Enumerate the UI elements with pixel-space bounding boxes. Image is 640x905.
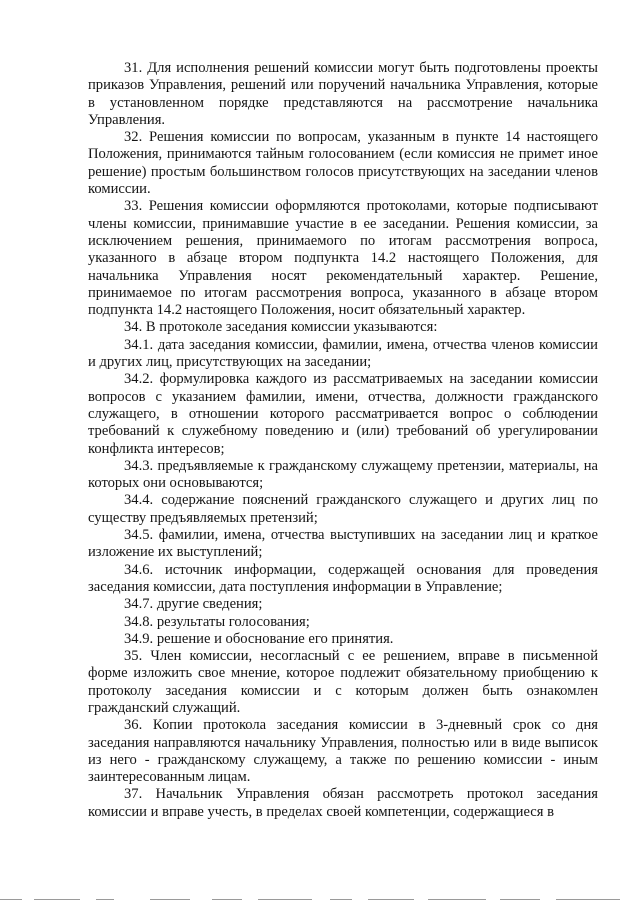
paragraph-34-8: 34.8. результаты голосования; — [124, 613, 310, 630]
scan-line — [428, 899, 486, 900]
paragraph-34-9: 34.9. решение и обоснование его принятия. — [124, 630, 394, 647]
scan-edge-lines — [0, 899, 640, 901]
scan-line — [500, 899, 540, 900]
paragraph-37: 37. Начальник Управления обязан рассмотреть протокол заседания комиссии и вправе учесть, в пределах своей компетенции, содержащиеся в — [88, 786, 598, 820]
paragraph-34-2: 34.2. формулировка каждого из рассматриваемых на заседании комиссии вопросов с указанием фамилии, имени, отчества, должности гражданского служащего, в отношении которого рассматривается вопрос о соблюдении требований к служебному поведению и (или) требований об урегулировании конфликта интересов; — [88, 371, 598, 457]
scan-line — [258, 899, 312, 900]
paragraph-36: 36. Копии протокола заседания комиссии в 3-дневный срок со дня заседания направляются начальнику Управления, полностью или в виде выписок из него - гражданскому служащему, а также по решению комиссии - иным заинтересованным лицам. — [88, 717, 598, 786]
paragraph-34-7: 34.7. другие сведения; — [124, 596, 263, 613]
scan-line — [330, 899, 352, 900]
paragraph-31: 31. Для исполнения решений комиссии могут быть подготовлены проекты приказов Управления, решений или поручений начальника Управления, которые в установленном порядке представляются на рассмотрение начальника Управления. — [88, 60, 598, 128]
scan-line — [96, 899, 114, 900]
body-text — [88, 60, 598, 821]
paragraph-34-3: 34.3. предъявляемые к гражданскому служащему претензии, материалы, на которых они основываются; — [88, 457, 598, 492]
paragraph-34: 34. В протоколе заседания комиссии указываются: — [124, 319, 438, 336]
scan-line — [368, 899, 414, 900]
paragraph-32: 32. Решения комиссии по вопросам, указанным в пункте 14 настоящего Положения, принимаются тайным голосованием (если комиссия не примет иное решение) простым большинством голосов присутствующих на заседании членов комиссии. — [88, 129, 598, 198]
paragraph-33: 33. Решения комиссии оформляются протоколами, которые подписывают члены комиссии, принимавшие участие в ее заседании. Решения комиссии, за исключением решения, принимаемого по итогам рассмотрения вопроса, указанного в абзаце втором подпункта 14.2 настоящего Положения, для начальника Управления носят рекомендательный характер. Решение, принимаемое по итогам рассмотрения вопроса, указанного в абзаце втором подпункта 14.2 настоящего Положения, носит обязательный характер. — [88, 198, 598, 319]
scan-line — [150, 899, 190, 900]
scan-line — [34, 899, 80, 900]
scan-line — [0, 899, 22, 900]
paragraph-34-6: 34.6. источник информации, содержащей основания для проведения заседания комиссии, дата поступления информации в Управление; — [88, 561, 598, 595]
paragraph-34-4: 34.4. содержание пояснений гражданского служащего и других лиц по существу предъявляемых претензий; — [88, 492, 598, 526]
scan-line — [556, 899, 620, 900]
scan-line — [212, 899, 242, 900]
paragraph-34-1: 34.1. дата заседания комиссии, фамилии, имена, отчества членов комиссии и других лиц, присутствующих на заседании; — [88, 336, 598, 371]
paragraph-34-5: 34.5. фамилии, имена, отчества выступивших на заседании лиц и краткое изложение их выступлений; — [88, 527, 598, 561]
paragraph-35: 35. Член комиссии, несогласный с ее решением, вправе в письменной форме изложить свое мнение, которое подлежит обязательному приобщению к протоколу заседания комиссии и с которым должен быть ознакомлен гражданский служащий. — [88, 648, 598, 716]
